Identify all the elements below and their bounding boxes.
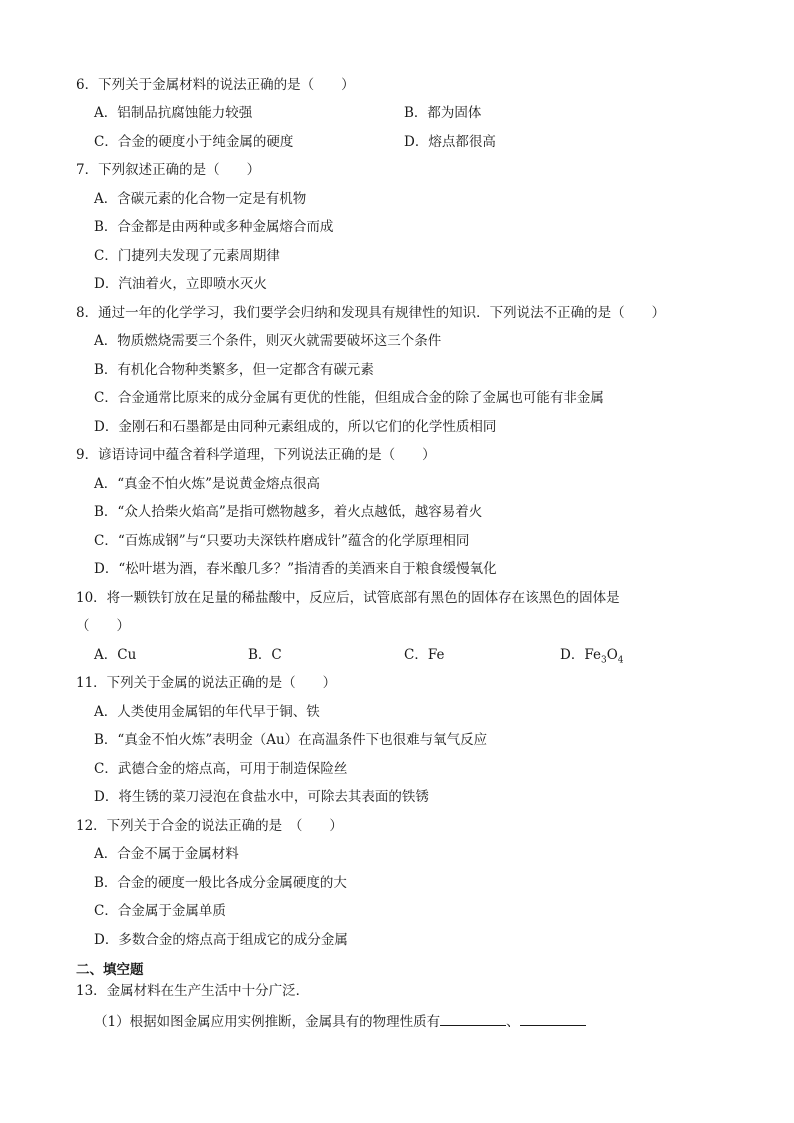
question-12-option-d: D．多数合金的熔点高于组成它的成分金属 [94, 932, 348, 948]
question-6-option-c: C．合金的硬度小于纯金属的硬度 [94, 134, 294, 150]
question-10-option-b: B．C [248, 647, 282, 663]
question-9-option-d: D．“松叶堪为酒，春米酿几多？”指清香的美酒来自于粮食缓慢氧化 [94, 561, 497, 577]
question-9-stem: 9．谚语诗词中蕴含着科学道理，下列说法正确的是（ ） [76, 447, 436, 463]
question-12-option-b: B．合金的硬度一般比各成分金属硬度的大 [94, 875, 347, 891]
question-6-option-d: D．熔点都很高 [404, 134, 496, 150]
question-7-stem: 7．下列叙述正确的是（ ） [76, 162, 261, 178]
section-title-fill-in: 二、填空题 [76, 962, 144, 978]
formula-subscript-3: 3 [600, 655, 607, 666]
formula-prefix: D．Fe [560, 647, 601, 663]
question-6-stem: 6．下列关于金属材料的说法正确的是（ ） [76, 77, 355, 93]
question-10-option-a: A．Cu [94, 647, 137, 663]
question-7-option-b: B．合金都是由两种或多种金属熔合而成 [94, 219, 334, 235]
question-6-option-a: A．铝制品抗腐蚀能力较强 [94, 105, 253, 121]
question-11-option-b: B．“真金不怕火炼”表明金（Au）在高温条件下也很难与氧气反应 [94, 732, 488, 748]
question-7-option-c: C．门捷列夫发现了元素周期律 [94, 248, 280, 264]
question-8-option-a: A．物质燃烧需要三个条件，则灭火就需要破坏这三个条件 [94, 333, 442, 349]
question-11-option-c: C．武德合金的熔点高，可用于制造保险丝 [94, 761, 348, 777]
question-8-option-b: B．有机化合物种类繁多，但一定都含有碳元素 [94, 362, 374, 378]
question-12-option-c: C．合金属于金属单质 [94, 903, 226, 919]
question-8-stem: 8．通过一年的化学学习，我们要学会归纳和发现具有规律性的知识．下列说法不正确的是（ ） [76, 305, 666, 321]
question-11-stem: 11．下列关于金属的说法正确的是（ ） [76, 675, 337, 691]
question-10-option-d [560, 646, 624, 670]
question-7-option-d: D．汽油着火，立即喷水灭火 [94, 276, 267, 292]
question-13-part-1 [94, 1011, 586, 1031]
formula-subscript-4: 4 [617, 655, 624, 666]
question-9-option-c: C．“百炼成钢”与“只要功夫深铁杵磨成针”蕴含的化学原理相同 [94, 533, 470, 549]
formula-oxygen: O [606, 647, 618, 663]
question-8-option-d: D．金刚石和石墨都是由同种元素组成的，所以它们的化学性质相同 [94, 419, 497, 435]
question-10-option-c: C．Fe [404, 647, 445, 663]
question-11-option-d: D．将生锈的菜刀浸泡在食盐水中，可除去其表面的铁锈 [94, 789, 429, 805]
question-11-option-a: A．人类使用金属铝的年代早于铜、铁 [94, 704, 320, 720]
question-13-stem: 13．金属材料在生产生活中十分广泛． [76, 983, 310, 999]
question-12-option-a: A．合金不属于金属材料 [94, 846, 239, 862]
question-8-option-c: C．合金通常比原来的成分金属有更优的性能，但组成合金的除了金属也可能有非金属 [94, 390, 604, 406]
question-9-option-b: B．“众人拾柴火焰高”是指可燃物越多，着火点越低，越容易着火 [94, 504, 483, 520]
answer-blank-1[interactable] [440, 1011, 506, 1026]
question-10-stem-brackets: （ ） [76, 618, 130, 634]
question-13-part-1-text: （1）根据如图金属应用实例推断，金属具有的物理性质有 [94, 1014, 441, 1030]
question-10-stem: 10．将一颗铁钉放在足量的稀盐酸中，反应后，试管底部有黑色的固体存在该黑色的固体是 [76, 590, 620, 606]
question-9-option-a: A．“真金不怕火炼”是说黄金熔点很高 [94, 476, 321, 492]
question-6-option-b: B．都为固体 [404, 105, 482, 121]
answer-blank-2[interactable] [520, 1011, 586, 1026]
question-7-option-a: A．含碳元素的化合物一定是有机物 [94, 191, 307, 207]
question-12-stem: 12．下列关于合金的说法正确的是 （ ） [76, 818, 343, 834]
blank-separator: 、 [506, 1014, 520, 1030]
